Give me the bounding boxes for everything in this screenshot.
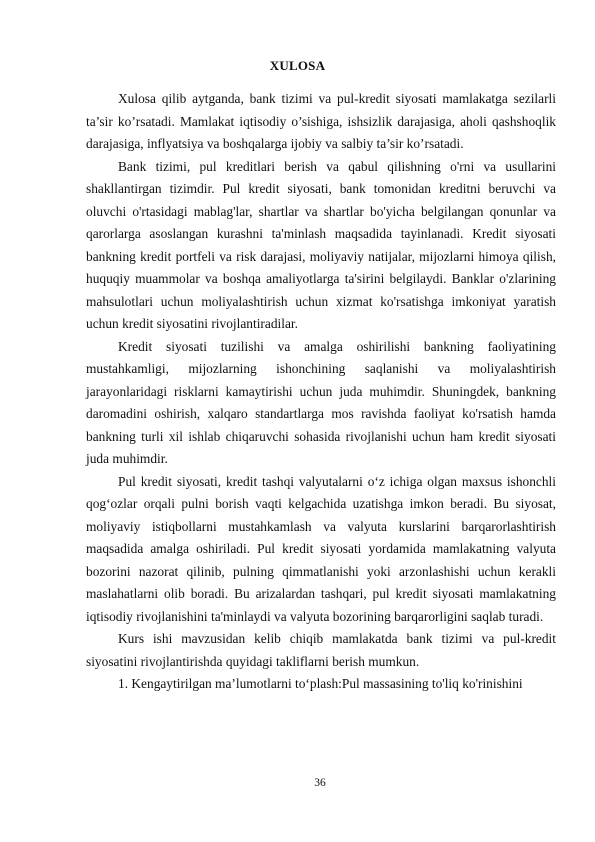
- paragraph: Pul kredit siyosati, kredit tashqi valyutalarni o‘z ichiga olgan maxsus ishonchli qog‘ozlar orqali pulni borish vaqti kelgachida uzatishga imkon beradi. Bu siyosat, moliyaviy istiqbollarni mustahkamlash va valyuta kurslarini barqarorlashtirish maqsadida amalga oshiriladi. Pul kredit siyosati yordamida mamlakatning valyuta bozorini nazorat qilinib, pulning qimmatlanishi yoki arzonlashishi uchun kerakli maslahatlarni olib boradi. Bu arizalardan tashqari, pul kredit siyosati mamlakatning iqtisodiy rivojlanishini ta'minlaydi va valyuta bozorining barqarorligini saqlab turadi.: [86, 473, 556, 624]
- list-item: 1. Kengaytirilgan maʼlumotlarni toʻplash:Pul massasining to'liq ko'rinishini: [118, 676, 523, 691]
- paragraph: Bank tizimi, pul kreditlari berish va qabul qilishning o'rni va usullarini shakllantirgan tizimdir. Pul kredit siyosati, bank tomonidan kreditni beruvchi va oluvchi o'rtasidagi mablag'lar, shartlar va shartlar bo'yicha belgilangan qonunlar va qarorlarga asoslangan kurashni ta'minlash maqsadida tayinlanadi. Kredit siyosati bankning kredit portfeli va risk darajasi, moliyaviy natijalar, mijozlarni himoya qilish, huquqiy muammolar va boshqa amaliyotlarga ta'sirini belgilaydi. Banklar o'zlarining mahsulotlari uchun moliyalashtirish uchun xizmat ko'rsatishga imkoniyat yaratish uchun kredit siyosatini rivojlantiradilar.: [86, 158, 556, 331]
- paragraph: Kurs ishi mavzusidan kelib chiqib mamlakatda bank tizimi va pul-kredit siyosatini rivojlantirishda quyidagi takliflarni berish mumkun.: [86, 631, 556, 669]
- page-number: 36: [314, 777, 326, 789]
- paragraph: Xulosa qilib aytganda, bank tizimi va pul-kredit siyosati mamlakatga sezilarli ta’sir ko’rsatadi. Mamlakat iqtisodiy o’sishiga, ishsizlik darajasiga, aholi qashshoqlik darajasiga, inflyatsiya va boshqalarga ijobiy va salbiy ta’sir ko’rsatadi.: [86, 91, 556, 151]
- paragraph: Kredit siyosati tuzilishi va amalga oshirilishi bankning faoliyatining mustahkamligi, mijozlarning ishonchining saqlanishi va moliyalashtirish jarayonlaridagi risklarni kamaytirishi uchun juda muhimdir. Shuningdek, bankning daromadini oshirish, xalqaro standartlarga mos ravishda faoliyat ko'rsatish hamda bankning turli xil ishlab chiqaruvchi sohasida rivojlanishi uchun ham kredit siyosati juda muhimdir.: [86, 338, 556, 466]
- body-text: [86, 88, 556, 696]
- page-title: XULOSA: [269, 58, 326, 73]
